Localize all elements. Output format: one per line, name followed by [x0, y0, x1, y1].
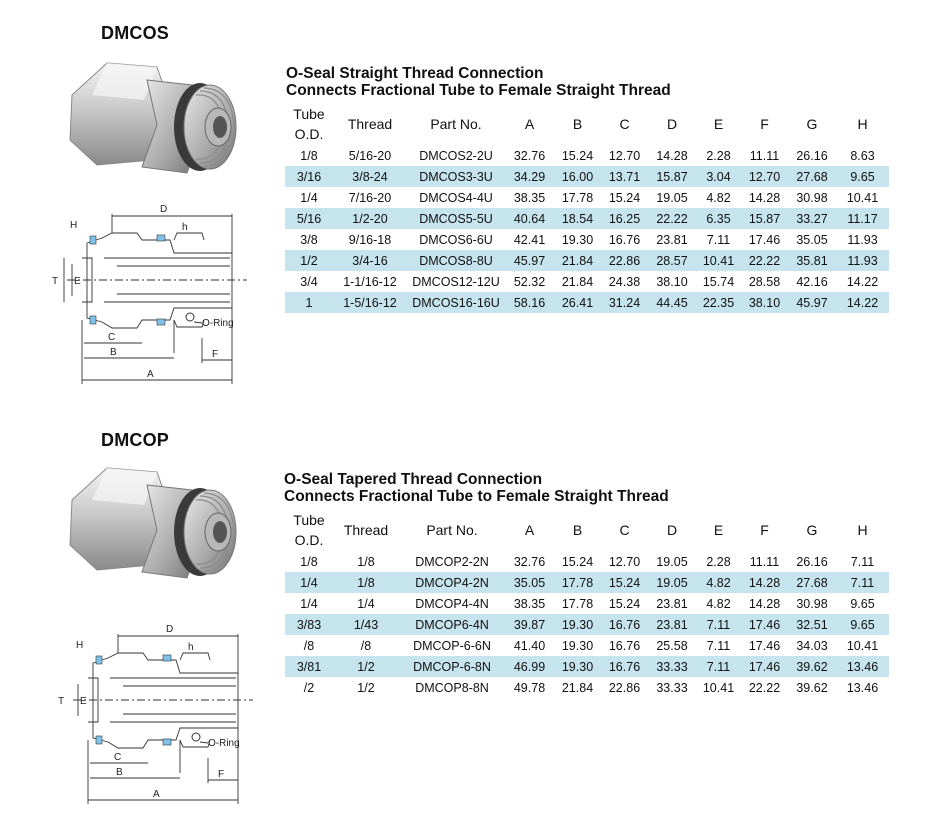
fitting-photo-dmcos — [62, 55, 247, 190]
cell-b: 26.41 — [554, 292, 601, 313]
cell-d: 15.87 — [648, 166, 696, 187]
cell-b: 21.84 — [561, 274, 594, 289]
cell-a: 32.76 — [513, 554, 546, 569]
cell-a: 39.87 — [505, 614, 554, 635]
cell-a: 35.05 — [505, 572, 554, 593]
cell-od: 1 — [285, 292, 333, 313]
cell-thread: 5/16-20 — [348, 148, 392, 163]
dimension-drawing-dmcop — [48, 618, 258, 808]
cell-f: 17.46 — [741, 614, 788, 635]
cell-part: DMCOP4-2N — [399, 572, 505, 593]
cell-d: 19.05 — [656, 554, 688, 569]
cell-h: 10.41 — [846, 190, 879, 205]
dim-label-oring: O-Ring — [208, 738, 240, 749]
cell-od: 1/4 — [300, 596, 318, 611]
cell-a: 46.99 — [505, 656, 554, 677]
cell-thread: /8 — [360, 638, 372, 653]
header-tube-od: Tube O.D. — [293, 106, 325, 142]
table-row — [285, 229, 889, 250]
cell-c: 15.24 — [608, 596, 641, 611]
header-part-no: Part No. — [426, 522, 478, 538]
cell-b: 18.54 — [554, 208, 601, 229]
cell-b: 17.78 — [561, 190, 594, 205]
table-row — [285, 250, 889, 271]
cell-d: 23.81 — [648, 614, 696, 635]
cell-c: 12.70 — [608, 148, 641, 163]
cell-part: DMCOS3-3U — [407, 166, 505, 187]
fitting-photo-dmcop — [62, 460, 247, 595]
header-d: D — [666, 522, 678, 538]
dim-label-c: C — [114, 752, 122, 763]
cell-e: 22.35 — [696, 292, 741, 313]
cell-f: 11.11 — [749, 554, 780, 569]
dim-label-e: E — [80, 696, 87, 707]
cell-b: 21.84 — [561, 680, 594, 695]
cell-f: 11.11 — [749, 148, 780, 163]
cell-g: 27.68 — [788, 166, 836, 187]
cell-h: 8.63 — [850, 148, 875, 163]
dim-label-b: B — [110, 347, 117, 358]
cell-a: 38.35 — [513, 190, 546, 205]
header-a: A — [524, 522, 535, 538]
cell-part: DMCOS16-16U — [407, 292, 505, 313]
cell-f: 38.10 — [741, 292, 788, 313]
cell-f: 14.28 — [741, 572, 788, 593]
cell-d: 28.57 — [648, 250, 696, 271]
cell-thread: 1/43 — [333, 614, 399, 635]
table-row — [285, 271, 889, 292]
cell-b: 15.24 — [561, 554, 594, 569]
header-c: C — [619, 116, 630, 132]
cell-e: 2.28 — [706, 554, 731, 569]
cell-g: 45.97 — [788, 292, 836, 313]
cell-a: 41.40 — [513, 638, 546, 653]
dim-label-oring: O-Ring — [202, 318, 234, 329]
cell-e: 6.35 — [696, 208, 741, 229]
cell-a: 58.16 — [505, 292, 554, 313]
cell-a: 40.64 — [505, 208, 554, 229]
cell-a: 34.29 — [505, 166, 554, 187]
table-row — [285, 551, 889, 572]
cell-d: 23.81 — [656, 596, 688, 611]
dim-label-t: T — [52, 276, 59, 287]
cell-g: 34.03 — [796, 638, 828, 653]
cell-c: 15.24 — [608, 190, 641, 205]
cell-od: 1/8 — [300, 148, 318, 163]
cell-f: 15.87 — [741, 208, 788, 229]
cell-h: 9.65 — [836, 614, 889, 635]
header-f: F — [760, 522, 769, 538]
cell-part: DMCOP-6-6N — [413, 638, 491, 653]
header-b: B — [572, 522, 583, 538]
cell-g: 35.05 — [796, 232, 828, 247]
cell-e: 7.11 — [696, 656, 741, 677]
cell-thread: 1-5/16-12 — [333, 292, 407, 313]
cell-c: 31.24 — [601, 292, 648, 313]
cell-a: 45.97 — [505, 250, 554, 271]
subtitle-dmcop-1: O-Seal Tapered Thread Connection — [284, 471, 543, 488]
cell-c: 22.86 — [608, 680, 641, 695]
cell-f: 22.22 — [748, 680, 781, 695]
cell-d: 25.58 — [656, 638, 688, 653]
cell-h: 7.11 — [836, 572, 889, 593]
cell-b: 19.30 — [561, 638, 594, 653]
table-row — [285, 593, 889, 614]
table-row — [285, 292, 889, 313]
dim-label-b: B — [116, 767, 123, 778]
cell-e: 7.11 — [706, 232, 731, 247]
cell-od: 3/8 — [300, 232, 318, 247]
cell-thread: 3/8-24 — [333, 166, 407, 187]
dim-label-f: F — [212, 349, 219, 360]
cell-part: DMCOS4-4U — [419, 190, 493, 205]
cell-od: 1/8 — [300, 554, 318, 569]
cell-thread: 1/2 — [357, 680, 375, 695]
cell-g: 35.81 — [788, 250, 836, 271]
cell-thread: 7/16-20 — [348, 190, 392, 205]
header-b: B — [572, 116, 583, 132]
header-a: A — [524, 116, 535, 132]
cell-b: 16.00 — [554, 166, 601, 187]
dim-label-h-lower: h — [188, 642, 194, 653]
table-row — [285, 145, 889, 166]
cell-g: 27.68 — [788, 572, 836, 593]
table-row — [285, 166, 889, 187]
cell-f: 12.70 — [741, 166, 788, 187]
header-thread: Thread — [343, 522, 389, 538]
cell-h: 14.22 — [846, 274, 879, 289]
cell-a: 32.76 — [513, 148, 546, 163]
cell-f: 17.46 — [748, 232, 781, 247]
cell-g: 26.16 — [796, 148, 828, 163]
cell-e: 3.04 — [696, 166, 741, 187]
cell-od: 3/16 — [285, 166, 333, 187]
header-h: H — [857, 116, 868, 132]
header-tube-od: Tube O.D. — [293, 512, 325, 548]
cell-b: 17.78 — [561, 596, 594, 611]
cell-h: 11.93 — [836, 250, 889, 271]
header-f: F — [760, 116, 769, 132]
cell-e: 7.11 — [706, 638, 731, 653]
cell-part: DMCOP6-4N — [399, 614, 505, 635]
cell-a: 49.78 — [513, 680, 546, 695]
dim-label-t: T — [58, 696, 65, 707]
cell-od: 3/81 — [285, 656, 333, 677]
dimension-drawing-dmcos — [42, 198, 252, 388]
cell-f: 28.58 — [748, 274, 781, 289]
cell-thread: 1/2-20 — [333, 208, 407, 229]
cell-g: 42.16 — [796, 274, 828, 289]
header-e: E — [713, 522, 724, 538]
header-d: D — [666, 116, 678, 132]
cell-e: 7.11 — [696, 614, 741, 635]
dim-label-a: A — [153, 789, 160, 800]
header-h: H — [857, 522, 868, 538]
dim-label-d: D — [160, 204, 168, 215]
cell-c: 15.24 — [601, 572, 648, 593]
cell-h: 13.46 — [836, 656, 889, 677]
cell-thread: 3/4-16 — [333, 250, 407, 271]
cell-b: 21.84 — [554, 250, 601, 271]
cell-e: 2.28 — [706, 148, 731, 163]
cell-c: 16.76 — [601, 656, 648, 677]
cell-d: 33.33 — [648, 656, 696, 677]
cell-h: 14.22 — [836, 292, 889, 313]
cell-thread: 9/16-18 — [348, 232, 392, 247]
cell-part: DMCOP-6-8N — [399, 656, 505, 677]
cell-e: 4.82 — [706, 596, 731, 611]
cell-h: 11.17 — [836, 208, 889, 229]
dim-label-h-upper: H — [70, 220, 78, 231]
cell-g: 39.62 — [788, 656, 836, 677]
cell-h: 13.46 — [846, 680, 879, 695]
cell-d: 38.10 — [656, 274, 688, 289]
cell-b: 19.30 — [561, 232, 594, 247]
table-header-row — [285, 509, 889, 551]
cell-f: 14.28 — [748, 190, 781, 205]
cell-a: 38.35 — [513, 596, 546, 611]
cell-part: DMCOS12-12U — [412, 274, 500, 289]
cell-thread: 1/8 — [333, 572, 399, 593]
cell-g: 33.27 — [788, 208, 836, 229]
cell-d: 14.28 — [656, 148, 688, 163]
cell-f: 14.28 — [748, 596, 781, 611]
cell-e: 4.82 — [696, 572, 741, 593]
cell-part: DMCOS8-8U — [407, 250, 505, 271]
cell-b: 15.24 — [561, 148, 594, 163]
cell-od: 3/83 — [285, 614, 333, 635]
table-row — [285, 187, 889, 208]
header-e: E — [713, 116, 724, 132]
cell-od: 1/2 — [285, 250, 333, 271]
table-row — [285, 208, 889, 229]
cell-c: 16.25 — [601, 208, 648, 229]
cell-g: 30.98 — [796, 190, 828, 205]
cell-b: 17.78 — [554, 572, 601, 593]
cell-c: 16.76 — [601, 614, 648, 635]
cell-a: 52.32 — [513, 274, 546, 289]
cell-thread: 1/8 — [357, 554, 375, 569]
cell-f: 17.46 — [741, 656, 788, 677]
dim-label-h-lower: h — [182, 222, 188, 233]
cell-od: 1/4 — [285, 572, 333, 593]
cell-c: 16.76 — [608, 232, 641, 247]
subtitle-dmcos-2: Connects Fractional Tube to Female Straight Thread — [286, 82, 671, 99]
cell-thread: 1/2 — [333, 656, 399, 677]
table-body-dmcop — [285, 551, 889, 698]
cell-e: 10.41 — [696, 250, 741, 271]
header-c: C — [619, 522, 630, 538]
cell-d: 44.45 — [648, 292, 696, 313]
cell-part: DMCOS6-6U — [419, 232, 493, 247]
dim-label-d: D — [166, 624, 174, 635]
header-thread: Thread — [347, 116, 393, 132]
table-row — [285, 614, 889, 635]
header-g: G — [806, 116, 818, 132]
cell-d: 22.22 — [648, 208, 696, 229]
cell-part: DMCOP2-2N — [415, 554, 489, 569]
cell-part: DMCOP4-4N — [415, 596, 489, 611]
cell-g: 39.62 — [796, 680, 828, 695]
cell-c: 24.38 — [608, 274, 641, 289]
cell-h: 11.93 — [847, 232, 878, 247]
cell-d: 19.05 — [656, 190, 688, 205]
table-row — [285, 677, 889, 698]
cell-f: 22.22 — [741, 250, 788, 271]
cell-d: 23.81 — [656, 232, 688, 247]
cell-h: 7.11 — [850, 554, 875, 569]
dim-label-c: C — [108, 332, 116, 343]
cell-e: 15.74 — [702, 274, 735, 289]
cell-b: 19.30 — [554, 656, 601, 677]
cell-b: 19.30 — [554, 614, 601, 635]
header-g: G — [806, 522, 818, 538]
cell-e: 10.41 — [702, 680, 735, 695]
cell-part: DMCOP8-8N — [415, 680, 489, 695]
cell-part: DMCOS2-2U — [419, 148, 493, 163]
cell-h: 10.41 — [846, 638, 879, 653]
header-part-no: Part No. — [430, 116, 482, 132]
dim-label-a: A — [147, 369, 154, 380]
cell-c: 12.70 — [608, 554, 641, 569]
cell-e: 4.82 — [706, 190, 731, 205]
cell-h: 9.65 — [836, 166, 889, 187]
cell-g: 32.51 — [788, 614, 836, 635]
table-header-row — [285, 103, 889, 145]
subtitle-dmcos-1: O-Seal Straight Thread Connection — [286, 65, 544, 82]
spec-table-dmcop — [285, 509, 889, 698]
cell-od: 3/4 — [300, 274, 318, 289]
dim-label-e: E — [74, 276, 81, 287]
cell-od: /2 — [303, 680, 315, 695]
cell-a: 42.41 — [513, 232, 546, 247]
cell-g: 30.98 — [796, 596, 828, 611]
cell-od: 5/16 — [285, 208, 333, 229]
cell-f: 17.46 — [748, 638, 781, 653]
table-row — [285, 572, 889, 593]
cell-d: 19.05 — [648, 572, 696, 593]
cell-h: 9.65 — [850, 596, 875, 611]
dim-label-f: F — [218, 769, 225, 780]
cell-part: DMCOS5-5U — [407, 208, 505, 229]
table-row — [285, 635, 889, 656]
cell-od: /8 — [303, 638, 315, 653]
section-title-dmcos: DMCOS — [101, 23, 169, 43]
subtitle-dmcop-2: Connects Fractional Tube to Female Straight Thread — [284, 488, 669, 505]
spec-table-dmcos — [285, 103, 889, 313]
cell-d: 33.33 — [656, 680, 688, 695]
cell-c: 22.86 — [601, 250, 648, 271]
cell-thread: 1/4 — [357, 596, 375, 611]
section-title-dmcop: DMCOP — [101, 430, 169, 450]
cell-g: 26.16 — [796, 554, 828, 569]
cell-c: 16.76 — [608, 638, 641, 653]
cell-thread: 1-1/16-12 — [343, 274, 397, 289]
dim-label-h-upper: H — [76, 640, 84, 651]
cell-c: 13.71 — [601, 166, 648, 187]
cell-od: 1/4 — [300, 190, 318, 205]
table-body-dmcos — [285, 145, 889, 313]
table-row — [285, 656, 889, 677]
